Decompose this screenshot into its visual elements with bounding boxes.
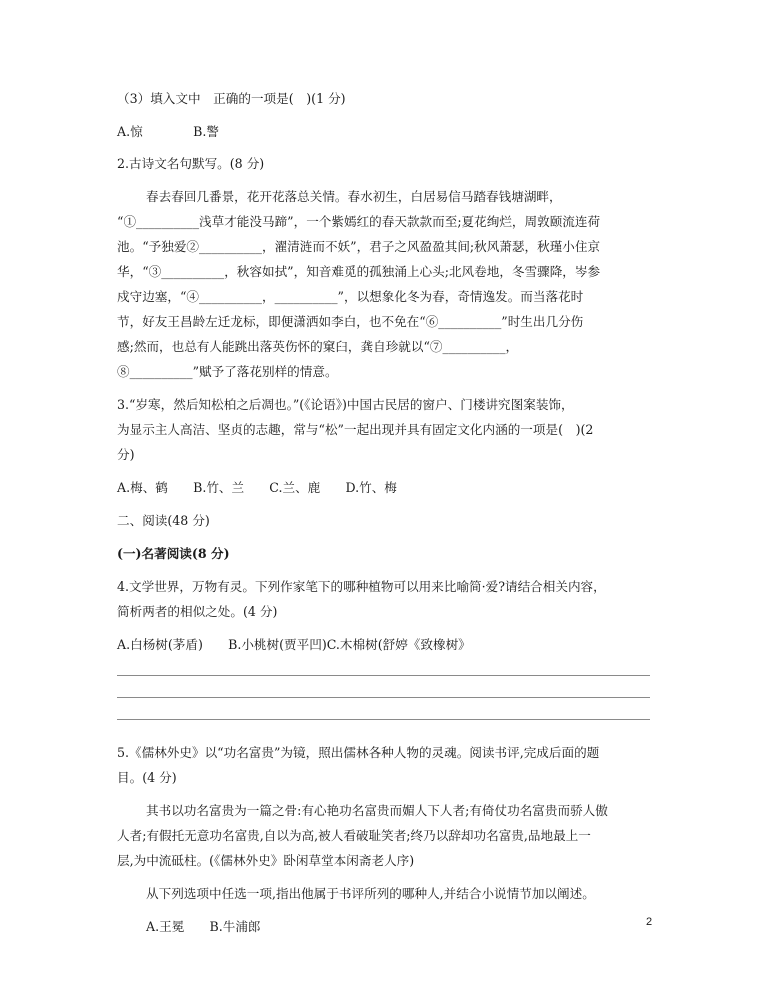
q2-line-5: 戍守边塞，“④__________，__________”，以想象化冬为春，奇情逸发。而当落花时 bbox=[117, 289, 584, 304]
q3-options: A.梅、鹤 B.竹、兰 C.兰、鹿 D.竹、梅 bbox=[117, 480, 397, 495]
q5-quote-line-1: 其书以功名富贵为一篇之骨:有心艳功名富贵而媚人下人者;有倚仗功名富贵而骄人傲 bbox=[146, 803, 608, 818]
q2-title: 2.古诗文名句默写。(8 分) bbox=[117, 156, 265, 171]
q3-line-2: 为显示主人高洁、坚贞的志趣，常与“松”一起出现并具有固定文化内涵的一项是( )(2 bbox=[117, 422, 594, 437]
q2-line-3: 池。“予独爱②__________，濯清涟而不妖”，君子之风盈盈其间;秋风萧瑟，秋瑾小住京 bbox=[117, 239, 601, 254]
q5-line-1: 5.《儒林外史》以“功名富贵”为镜，照出儒林各种人物的灵魂。阅读书评,完成后面的题 bbox=[117, 745, 600, 760]
answer-line bbox=[117, 697, 650, 698]
q5-options: A.王冕 B.牛浦郎 bbox=[146, 919, 261, 934]
q2-line-6: 节，好友王昌龄左迁龙标，即便潇洒如李白，也不免在“⑥__________”时生出几分伤 bbox=[117, 314, 584, 329]
q3-line-3: 分) bbox=[117, 447, 135, 462]
q5-quote-line-3: 层,为中流砥柱。(《儒林外史》卧闲草堂本闲斋老人序) bbox=[117, 853, 415, 868]
section2-title: 二、阅读(48 分) bbox=[117, 513, 210, 528]
q3-sub-options: A.惊 B.警 bbox=[117, 124, 219, 139]
q5-line-2: 目。(4 分) bbox=[117, 770, 177, 785]
q4-options: A.白杨树(茅盾) B.小桃树(贾平凹)C.木棉树(舒婷《致橡树》 bbox=[117, 637, 471, 652]
q2-line-2: “①__________浅草才能没马蹄”，一个紫嫣红的春天款款而至;夏花绚烂，周敦颐流连荷 bbox=[117, 214, 601, 229]
q2-line-8: ⑧__________”赋予了落花别样的情意。 bbox=[117, 364, 338, 379]
q3-line-1: 3.“岁寒，然后知松柏之后凋也。”(《论语》)中国古民居的窗户、门楼讲究图案装饰， bbox=[117, 397, 574, 412]
q2-line-7: 感;然而，也总有人能跳出落英伤怀的窠臼，龚自珍就以“⑦__________， bbox=[117, 339, 519, 354]
q3-sub-stem: （3）填入文中 正确的一项是( )(1 分) bbox=[117, 91, 346, 106]
q5-instruction: 从下列选项中任选一项,指出他属于书评所列的哪种人,并结合小说情节加以阐述。 bbox=[146, 886, 595, 901]
q4-line-2: 简析两者的相似之处。(4 分) bbox=[117, 604, 278, 619]
q2-line-4: 华，“③__________，秋容如拭”，知音难觅的孤独涌上心头;北风卷地，冬雪骤降，岑参 bbox=[117, 264, 601, 279]
q2-line-1: 春去春回几番景，花开花落总关情。春水初生，白居易信马踏春钱塘湖畔， bbox=[146, 189, 562, 204]
q5-quote-line-2: 人者;有假托无意功名富贵,自以为高,被人看破耻笑者;终乃以辞却功名富贵,品地最上一 bbox=[117, 828, 591, 843]
section2-subtitle: (一)名著阅读(8 分) bbox=[117, 546, 230, 561]
page-number: 2 bbox=[646, 916, 653, 928]
answer-line bbox=[117, 719, 650, 720]
answer-line bbox=[117, 675, 650, 676]
q4-line-1: 4.文学世界，万物有灵。下列作家笔下的哪种植物可以用来比喻简·爱?请结合相关内容， bbox=[117, 579, 606, 594]
